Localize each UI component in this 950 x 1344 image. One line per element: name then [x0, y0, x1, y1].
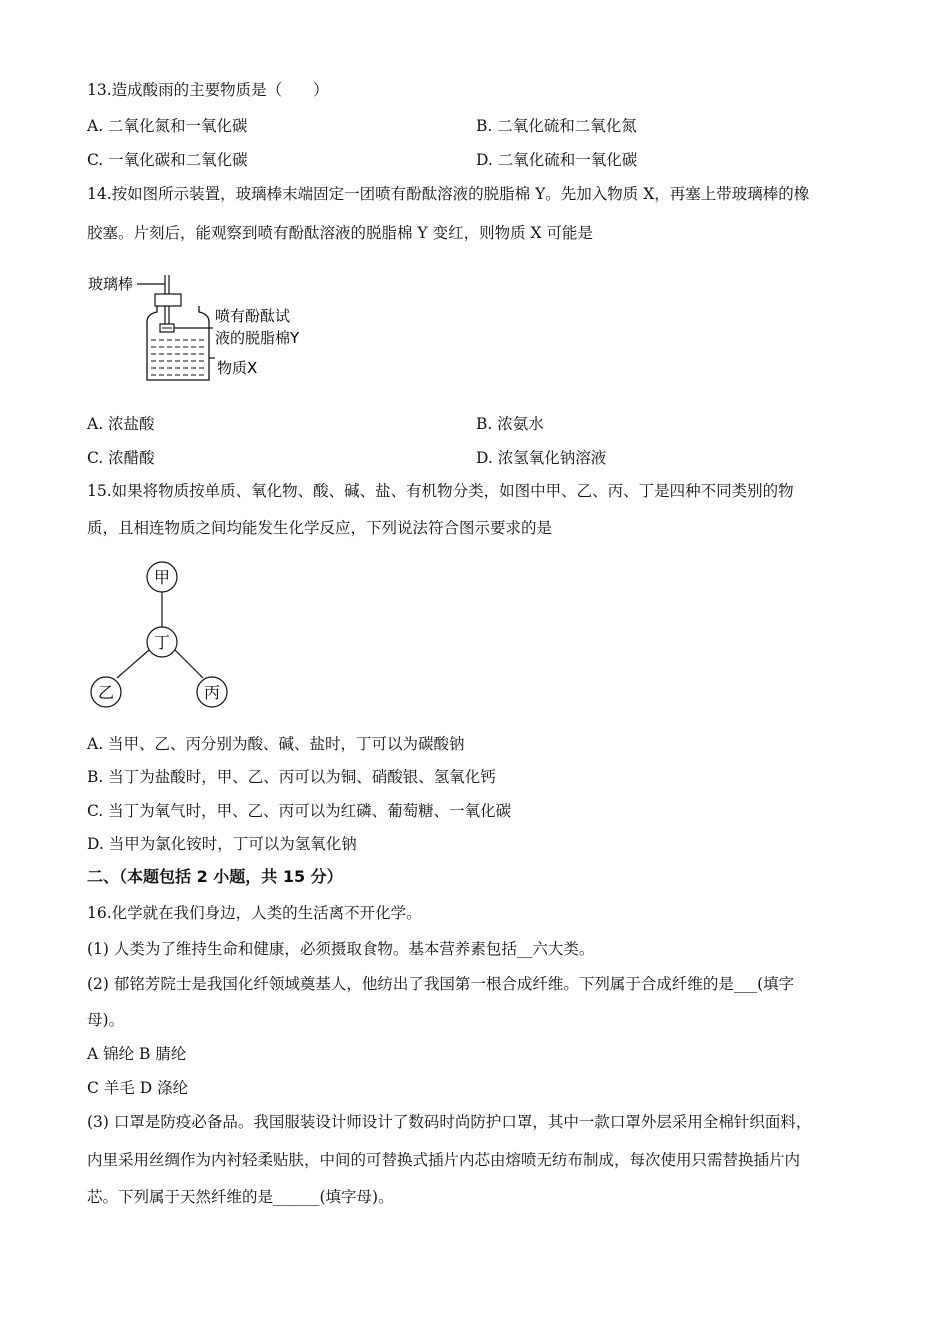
q15-option-c: C. 当丁为氧气时，甲、乙、丙可以为红磷、葡萄糖、一氧化碳: [87, 802, 512, 820]
node-yi-label: 乙: [97, 683, 115, 702]
q16-part3-line1: (3) 口罩是防疫必备品。我国服装设计师设计了数码时尚防护口罩，其中一款口罩外层采用全棉针织面料，: [87, 1113, 812, 1131]
edge-ding-bing: [175, 650, 203, 678]
label-cotton-line2: 液的脱脂棉Y: [215, 329, 300, 347]
q15-stem-line2: 质，且相连物质之间均能发生化学反应，下列说法符合图示要求的是: [87, 519, 553, 537]
q16-part2-line1: (2) 郁铭芳院士是我国化纤领域奠基人，他纺出了我国第一根合成纤维。下列属于合成纤维的是___(填字: [87, 975, 795, 993]
q14-stem-line2: 胶塞。片刻后，能观察到喷有酚酞溶液的脱脂棉 Y 变红，则物质 X 可能是: [87, 224, 593, 242]
label-cotton-line1: 喷有酚酞试: [215, 307, 291, 325]
node-bing-label: 丙: [203, 683, 221, 702]
q13-option-b: B. 二氧化硫和二氧化氮: [476, 117, 637, 135]
q13-option-a: A. 二氧化氮和一氧化碳: [87, 117, 248, 135]
q16-part2-line2: 母)。: [87, 1011, 125, 1029]
q16-part2-options-ab: A 锦纶 B 腈纶: [87, 1045, 187, 1063]
q13-option-c: C. 一氧化碳和二氧化碳: [87, 151, 248, 169]
q14-apparatus-figure: [85, 270, 325, 385]
liquid-x: [151, 340, 205, 375]
q15-option-a: A. 当甲、乙、丙分别为酸、碱、盐时，丁可以为碳酸钠: [87, 735, 465, 753]
label-glass-rod: 玻璃棒: [88, 275, 134, 293]
q16-part2-options-cd: C 羊毛 D 涤纶: [87, 1079, 189, 1097]
rubber-stopper: [155, 294, 181, 306]
q14-option-c: C. 浓醋酸: [87, 449, 155, 467]
q16-part3-line3: 芯。下列属于天然纤维的是______(填字母)。: [87, 1188, 394, 1206]
bottle: [147, 306, 209, 380]
q14-option-a: A. 浓盐酸: [87, 415, 155, 433]
label-substance-x: 物质X: [217, 359, 258, 377]
edge-ding-yi: [117, 650, 149, 678]
q13-stem: 13.造成酸雨的主要物质是（ ）: [87, 81, 329, 99]
q14-option-d: D. 浓氢氧化钠溶液: [476, 449, 607, 467]
node-jia-label: 甲: [153, 568, 171, 587]
q15-stem-line1: 15.如果将物质按单质、氧化物、酸、碱、盐、有机物分类，如图中甲、乙、丙、丁是四种不同类别的物: [87, 482, 794, 500]
q13-option-d: D. 二氧化硫和一氧化碳: [476, 151, 638, 169]
section-2-heading: 二、（本题包括 2 小题，共 15 分）: [87, 867, 343, 886]
q14-stem-line1: 14.按如图所示装置，玻璃棒末端固定一团喷有酚酞溶液的脱脂棉 Y。先加入物质 X，再塞上带玻璃棒的橡: [87, 185, 810, 203]
q15-relation-diagram: [85, 560, 245, 710]
q15-option-b: B. 当丁为盐酸时，甲、乙、丙可以为铜、硝酸银、氢氧化钙: [87, 768, 496, 786]
q15-option-d: D. 当甲为氯化铵时，丁可以为氢氧化钠: [87, 835, 357, 853]
q14-option-b: B. 浓氨水: [476, 415, 544, 433]
q16-part1: (1) 人类为了维持生命和健康，必须摄取食物。基本营养素包括__六大类。: [87, 940, 595, 958]
q16-part3-line2: 内里采用丝绸作为内衬轻柔贴肤，中间的可替换式插片内芯由熔喷无纺布制成，每次使用只需替换插片内: [87, 1151, 801, 1169]
q16-stem: 16.化学就在我们身边，人类的生活离不开化学。: [87, 904, 422, 922]
node-ding-label: 丁: [153, 633, 171, 652]
